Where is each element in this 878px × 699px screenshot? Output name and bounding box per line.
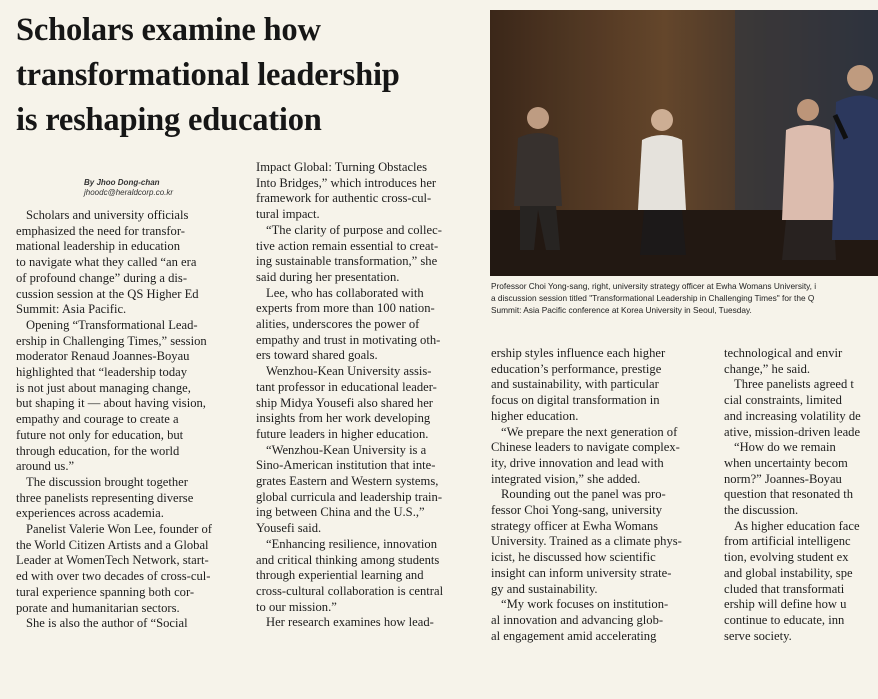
- article-line: al engagement amid accelerating: [491, 628, 657, 643]
- article-line: but shaping it — about having vision,: [16, 396, 206, 411]
- article-line: Impact Global: Turning Obstacles: [256, 160, 428, 174]
- article-line: framework for authentic cross-cul-: [256, 191, 432, 206]
- article-line: experiences across academia.: [16, 506, 164, 521]
- article-line: continue to educate, inn: [724, 612, 845, 627]
- article-line: mational leadership in education: [16, 239, 181, 254]
- article-column-2: [256, 160, 478, 631]
- article-line: ing between China and the U.S.,”: [256, 505, 425, 520]
- article-line: Summit: Asia Pacific.: [16, 302, 127, 317]
- article-line: icist, he discussed how scientific: [491, 550, 656, 565]
- article-line: tive action remain essential to creat-: [256, 238, 439, 253]
- headline-line: transformational leadership: [16, 57, 400, 93]
- article-line: “The clarity of purpose and collec-: [266, 222, 442, 237]
- article-line: Three panelists agreed t: [734, 377, 854, 392]
- caption-line: a discussion session titled "Transformational Leadership in Challenging Times" for the Q: [491, 293, 815, 303]
- article-line: ership in Challenging Times,” session: [16, 333, 207, 348]
- article-line: “Wenzhou-Kean University is a: [266, 442, 427, 457]
- article-line: question that resonated th: [724, 487, 854, 502]
- article-line: moderator Renaud Joannes-Boyau: [16, 349, 190, 364]
- article-line: Yousefi said.: [256, 521, 322, 536]
- article-line: alities, underscores the power of: [256, 317, 420, 332]
- article-column-1: [16, 208, 241, 632]
- article-line: Chinese leaders to navigate complex-: [491, 440, 680, 455]
- article-line: to navigate what they called “an era: [16, 255, 197, 270]
- article-line: is not just about managing change,: [16, 380, 191, 395]
- article-line: education’s performance, prestige: [491, 361, 662, 376]
- article-line: ing sustainable transformation,” she: [256, 254, 438, 269]
- article-line: cial constraints, limited: [724, 393, 842, 408]
- headline-line: Scholars examine how: [16, 12, 321, 48]
- article-line: She is also the author of “Social: [26, 616, 188, 631]
- article-line: “How do we remain: [734, 440, 836, 455]
- article-line: cluded that transformati: [724, 581, 845, 596]
- article-line: from artificial intelligenc: [724, 534, 851, 549]
- article-line: The discussion brought together: [26, 474, 188, 489]
- article-column-3: [491, 346, 713, 644]
- article-line: grates Eastern and Western systems,: [256, 474, 439, 489]
- article-line: Panelist Valerie Won Lee, founder of: [26, 522, 212, 537]
- article-line: ership will define how u: [724, 597, 847, 612]
- article-line: experts from more than 100 nation-: [256, 301, 435, 316]
- article-column-4: [724, 346, 878, 644]
- article-line: Opening “Transformational Lead-: [26, 317, 198, 332]
- article-line: As higher education face: [734, 518, 860, 533]
- article-line: cross-cultural collaboration is central: [256, 583, 444, 598]
- article-line: the discussion.: [724, 503, 799, 518]
- article-line: ity, drive innovation and lead with: [491, 455, 664, 470]
- article-line: Scholars and university officials: [26, 208, 189, 222]
- headline: [16, 8, 486, 143]
- caption-line: Professor Choi Yong-sang, right, university strategy officer at Ewha Womans University, i: [491, 281, 817, 291]
- article-line: gy and sustainability.: [491, 581, 598, 596]
- article-line: “My work focuses on institution-: [501, 597, 669, 612]
- article-line: through experiential learning and: [256, 568, 424, 583]
- article-line: ership styles influence each higher: [491, 346, 666, 360]
- article-line: of profound change” during a dis-: [16, 270, 188, 285]
- article-line: al innovation and advancing glob-: [491, 612, 664, 627]
- article-line: three panelists representing diverse: [16, 490, 194, 505]
- panel-photo-illustration: [490, 10, 878, 276]
- article-line: future leaders in higher education.: [256, 426, 429, 441]
- byline: [84, 178, 234, 198]
- article-line: porate and humanitarian sectors.: [16, 600, 180, 615]
- article-line: cussion session at the QS Higher Ed: [16, 286, 199, 301]
- article-line: ative, mission-driven leade: [724, 424, 861, 439]
- article-line: through education, for the world: [16, 443, 180, 458]
- article-line: to our mission.”: [256, 599, 337, 614]
- photo-caption: [491, 280, 878, 316]
- article-line: when uncertainty becom: [724, 455, 848, 470]
- article-line: said during her presentation.: [256, 269, 400, 284]
- article-line: and critical thinking among students: [256, 552, 440, 567]
- article-line: fessor Choi Yong-sang, university: [491, 503, 663, 518]
- article-line: higher education.: [491, 408, 579, 423]
- article-line: ship Midya Yousefi also shared her: [256, 395, 433, 410]
- article-line: highlighted that “leadership today: [16, 365, 188, 380]
- article-line: “We prepare the next generation of: [501, 424, 678, 439]
- article-line: strategy officer at Ewha Womans: [491, 518, 659, 533]
- article-line: empathy and courage to create a: [16, 412, 179, 427]
- byline-author: By Jhoo Dong-chan: [84, 178, 160, 187]
- article-line: “Enhancing resilience, innovation: [266, 536, 438, 551]
- article-line: Lee, who has collaborated with: [266, 285, 424, 300]
- article-line: focus on digital transformation in: [491, 393, 660, 408]
- article-line: tural impact.: [256, 207, 320, 222]
- article-line: Rounding out the panel was pro-: [501, 487, 666, 502]
- article-line: Her research examines how lead-: [266, 615, 434, 630]
- article-line: tant professor in educational leader-: [256, 379, 437, 394]
- article-line: tion, evolving student ex: [724, 550, 849, 565]
- article-line: ed with over two decades of cross-cul-: [16, 569, 211, 584]
- article-line: serve society.: [724, 628, 792, 643]
- article-line: change,” he said.: [724, 361, 811, 376]
- article-line: global curricula and leadership train-: [256, 489, 443, 504]
- article-line: future not only for education, but: [16, 427, 184, 442]
- article-line: integrated vision,” she added.: [491, 471, 641, 486]
- article-line: University. Trained as a climate phys-: [491, 534, 682, 549]
- article-line: emphasized the need for transfor-: [16, 223, 185, 238]
- caption-line: Summit: Asia Pacific conference at Korea University in Seoul, Tuesday.: [491, 305, 752, 315]
- article-line: Sino-American institution that inte-: [256, 458, 436, 473]
- article-line: the World Citizen Artists and a Global: [16, 537, 209, 552]
- article-line: ers toward shared goals.: [256, 348, 378, 363]
- article-line: Wenzhou-Kean University assis-: [266, 364, 432, 379]
- article-line: insight can inform university strate-: [491, 565, 672, 580]
- article-line: and global instability, spe: [724, 565, 853, 580]
- article-line: norm?” Joannes-Boyau: [724, 471, 842, 486]
- article-line: and increasing volatility de: [724, 408, 861, 423]
- headline-line: is reshaping education: [16, 102, 322, 138]
- byline-email: jhoodc@heraldcorp.co.kr: [84, 188, 174, 197]
- article-line: empathy and trust in motivating oth-: [256, 332, 441, 347]
- article-line: technological and envir: [724, 346, 843, 360]
- article-line: Into Bridges,” which introduces her: [256, 175, 437, 190]
- article-line: around us.”: [16, 459, 75, 474]
- article-line: insights from her work developing: [256, 411, 431, 426]
- article-line: Leader at WomenTech Network, start-: [16, 553, 209, 568]
- article-line: and sustainability, with particular: [491, 377, 659, 392]
- news-photo: [490, 10, 878, 276]
- article-line: tural experience spanning both cor-: [16, 584, 195, 599]
